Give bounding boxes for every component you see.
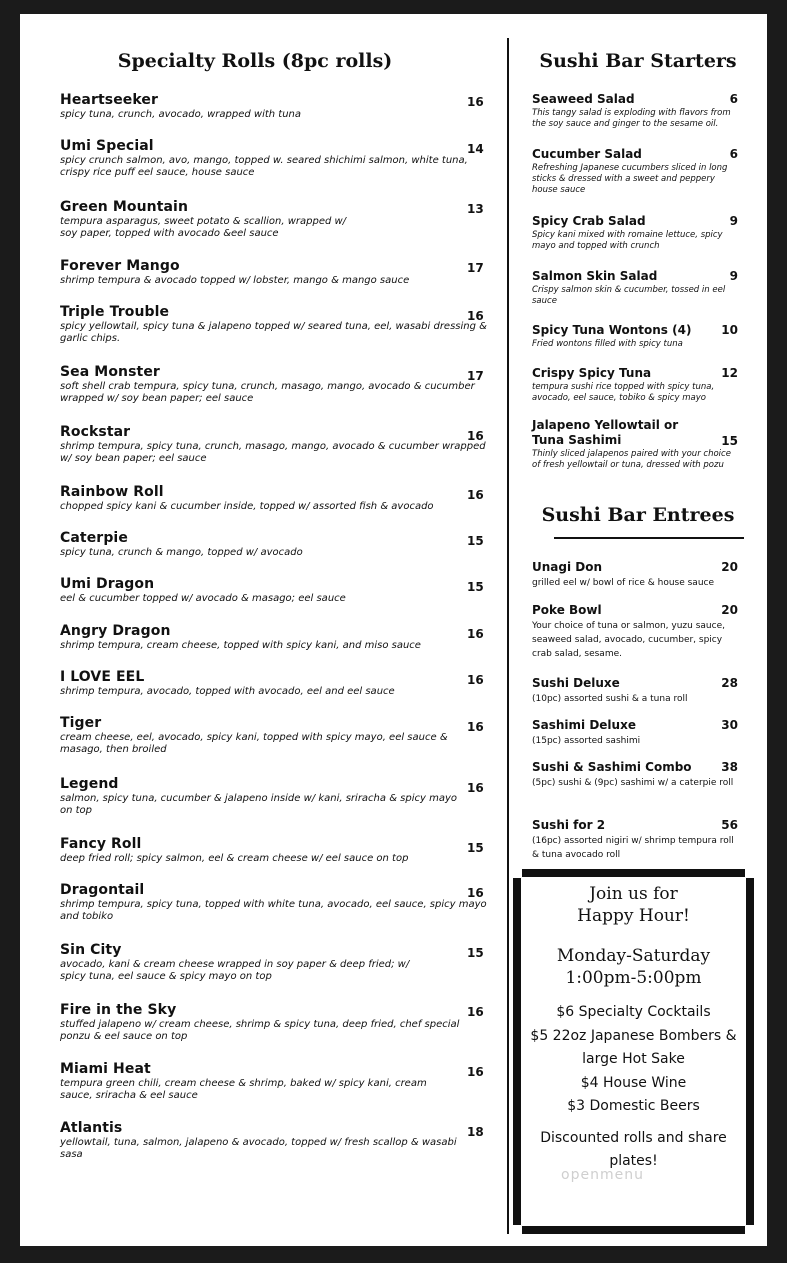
roll-description: tempura green chili, cream cheese & shrimp, baked w/ spicy kani, cream sauce, sriracha & eel sauce: [60, 1078, 427, 1101]
roll-item: [60, 304, 490, 345]
starter-price: 9: [729, 214, 738, 228]
entree-item: [532, 818, 738, 862]
roll-price: 15: [467, 841, 484, 855]
frame-corner: [513, 1225, 522, 1234]
roll-price: 15: [467, 946, 484, 960]
entrees-underline: [554, 537, 744, 539]
frame-corner: [745, 869, 754, 878]
roll-item: [60, 484, 490, 513]
starter-description: Spicy kani mixed with romaine lettuce, spicy mayo and topped with crunch: [532, 230, 723, 251]
entree-description: (16pc) assorted nigiri w/ shrimp tempura roll & tuna avocado roll: [532, 836, 734, 860]
roll-name: Fancy Roll: [60, 836, 142, 852]
happy-hour-title: [521, 883, 746, 927]
starter-name: Crispy Spicy Tuna: [532, 366, 652, 380]
roll-item: [60, 530, 490, 559]
roll-name: Sea Monster: [60, 364, 160, 380]
starter-item: [532, 92, 738, 130]
starter-item: [532, 269, 738, 307]
roll-name: I LOVE EEL: [60, 669, 145, 685]
entree-price: 30: [721, 718, 738, 732]
starter-price: 9: [729, 269, 738, 283]
roll-price: 18: [467, 1125, 484, 1139]
entree-description: (5pc) sushi & (9pc) sashimi w/ a caterpie roll: [532, 778, 734, 788]
starter-name: Seaweed Salad: [532, 92, 635, 106]
roll-item: [60, 669, 490, 698]
frame-corner: [745, 1225, 754, 1234]
roll-price: 16: [467, 429, 484, 443]
roll-description: spicy crunch salmon, avo, mango, topped w. seared shichimi salmon, white tuna, crispy rice puff eel sauce, house sauce: [60, 155, 468, 178]
starter-name: Spicy Crab Salad: [532, 214, 646, 228]
entree-description: (15pc) assorted sashimi: [532, 736, 641, 746]
roll-price: 15: [467, 580, 484, 594]
roll-description: stuffed jalapeno w/ cream cheese, shrimp & spicy tuna, deep fried, chef special ponzu & eel sauce on top: [60, 1019, 460, 1042]
roll-item: [60, 576, 490, 605]
starters-heading: Sushi Bar Starters: [539, 50, 737, 72]
roll-item: [60, 836, 490, 865]
roll-price: 16: [467, 627, 484, 641]
deal-item: Discounted rolls and share plates!: [540, 1129, 727, 1169]
roll-description: spicy yellowtail, spicy tuna & jalapeno topped w/ seared tuna, eel, wasabi dressing & garlic chips.: [60, 321, 487, 344]
roll-description: shrimp tempura, avocado, topped with avocado, eel and eel sauce: [60, 686, 395, 697]
entree-name: Sushi Deluxe: [532, 676, 620, 690]
happy-hour-days: Monday-Saturday: [556, 946, 711, 966]
roll-description: avocado, kani & cream cheese wrapped in soy paper & deep fried; w/ spicy tuna, eel sauce & spicy mayo on top: [60, 959, 410, 982]
deal-item: $4 House Wine: [580, 1074, 687, 1091]
entree-item: [532, 603, 738, 661]
column-divider: [507, 38, 509, 1234]
starter-price: 10: [721, 323, 738, 337]
roll-price: 16: [467, 720, 484, 734]
roll-description: spicy tuna, crunch, avocado, wrapped with tuna: [60, 109, 302, 120]
starter-price: 6: [729, 92, 738, 106]
starter-name: Spicy Tuna Wontons (4): [532, 323, 692, 337]
roll-price: 16: [467, 886, 484, 900]
roll-name: Umi Dragon: [60, 576, 155, 592]
roll-description: spicy tuna, crunch & mango, topped w/ avocado: [60, 547, 303, 558]
roll-name: Triple Trouble: [60, 304, 170, 320]
roll-item: [60, 882, 490, 923]
starter-description: Fried wontons filled with spicy tuna: [532, 339, 683, 349]
entree-price: 28: [721, 676, 738, 690]
entree-description: Your choice of tuna or salmon, yuzu sauce, seaweed salad, avocado, cucumber, spicy crab salad, sesame.: [532, 621, 725, 659]
roll-name: Fire in the Sky: [60, 1002, 177, 1018]
roll-description: yellowtail, tuna, salmon, jalapeno & avocado, topped w/ fresh scallop & wasabi sasa: [60, 1137, 457, 1160]
roll-description: eel & cucumber topped w/ avocado & masago; eel sauce: [60, 593, 346, 604]
happy-hour-box: [513, 869, 754, 1234]
menu-page: [20, 14, 767, 1246]
roll-price: 16: [467, 488, 484, 502]
roll-item: [60, 1120, 490, 1161]
roll-price: 15: [467, 534, 484, 548]
starter-price: 15: [721, 434, 738, 448]
entree-price: 38: [721, 760, 738, 774]
starter-name: Jalapeno Yellowtail or Tuna Sashimi: [532, 418, 679, 447]
happy-hour-title-line: Join us for: [589, 884, 678, 904]
roll-price: 13: [467, 202, 484, 216]
roll-price: 14: [467, 142, 484, 156]
roll-price: 17: [467, 369, 484, 383]
starter-description: This tangy salad is exploding with flavors from the soy sauce and ginger to the sesame oil.: [532, 108, 731, 129]
roll-description: shrimp tempura & avocado topped w/ lobster, mango & mango sauce: [60, 275, 410, 286]
deal-item: $6 Specialty Cocktails: [556, 1004, 711, 1020]
roll-name: Tiger: [60, 715, 102, 731]
roll-item: [60, 138, 490, 179]
entree-item: [532, 760, 738, 790]
roll-item: [60, 1002, 490, 1043]
roll-name: Caterpie: [60, 530, 128, 546]
happy-hour-deals: [521, 1001, 746, 1174]
roll-description: tempura asparagus, sweet potato & scallion, wrapped w/ soy paper, topped with avocado &eel sauce: [60, 216, 347, 239]
roll-item: [60, 258, 490, 287]
starter-name: Salmon Skin Salad: [532, 269, 658, 283]
starter-description: Crispy salmon skin & cucumber, tossed in eel sauce: [532, 285, 726, 306]
entrees-heading: Sushi Bar Entrees: [541, 504, 735, 526]
starter-name: Cucumber Salad: [532, 147, 642, 161]
starter-item: [532, 418, 738, 471]
roll-price: 16: [467, 95, 484, 109]
entree-name: Poke Bowl: [532, 603, 602, 617]
roll-item: [60, 942, 490, 983]
roll-name: Umi Special: [60, 138, 154, 154]
happy-hour-schedule: [521, 945, 746, 989]
roll-name: Green Mountain: [60, 199, 189, 215]
starter-description: Refreshing Japanese cucumbers sliced in long sticks & dressed with a sweet and peppery house sauce: [532, 163, 728, 195]
roll-name: Sin City: [60, 942, 122, 958]
roll-description: cream cheese, eel, avocado, spicy kani, topped with spicy mayo, eel sauce & masago, then broiled: [60, 732, 448, 755]
entree-price: 20: [721, 603, 738, 617]
roll-item: [60, 424, 490, 465]
roll-item: [60, 623, 490, 652]
roll-description: shrimp tempura, spicy tuna, topped with white tuna, avocado, eel sauce, spicy mayo and tobiko: [60, 899, 487, 922]
roll-name: Dragontail: [60, 882, 145, 898]
roll-description: deep fried roll; spicy salmon, eel & cream cheese w/ eel sauce on top: [60, 853, 409, 864]
happy-hour-hours: 1:00pm-5:00pm: [565, 968, 702, 988]
happy-hour-content: [521, 877, 746, 1226]
entree-name: Sushi & Sashimi Combo: [532, 760, 692, 774]
roll-price: 16: [467, 781, 484, 795]
roll-name: Miami Heat: [60, 1061, 151, 1077]
roll-name: Heartseeker: [60, 92, 159, 108]
starter-item: [532, 214, 738, 252]
roll-description: shrimp tempura, cream cheese, topped with spicy kani, and miso sauce: [60, 640, 421, 651]
roll-name: Rockstar: [60, 424, 131, 440]
starter-item: [532, 147, 738, 196]
roll-name: Atlantis: [60, 1120, 123, 1136]
roll-description: soft shell crab tempura, spicy tuna, crunch, masago, mango, avocado & cucumber wrapped w/ soy bean paper; eel sauce: [60, 381, 475, 404]
entree-name: Sashimi Deluxe: [532, 718, 636, 732]
roll-price: 16: [467, 309, 484, 323]
roll-name: Forever Mango: [60, 258, 180, 274]
entree-description: (10pc) assorted sushi & a tuna roll: [532, 694, 688, 704]
roll-item: [60, 715, 490, 756]
entree-item: [532, 676, 738, 706]
starter-price: 12: [721, 366, 738, 380]
entree-item: [532, 560, 738, 590]
deal-item: $5 22oz Japanese Bombers & large Hot Sake: [530, 1027, 737, 1067]
entree-name: Sushi for 2: [532, 818, 606, 832]
starter-item: [532, 323, 738, 350]
roll-price: 16: [467, 673, 484, 687]
roll-name: Angry Dragon: [60, 623, 171, 639]
roll-price: 17: [467, 261, 484, 275]
roll-price: 16: [467, 1065, 484, 1079]
roll-description: salmon, spicy tuna, cucumber & jalapeno inside w/ kani, sriracha & spicy mayo on top: [60, 793, 458, 816]
starter-item: [532, 366, 738, 404]
roll-item: [60, 776, 490, 817]
roll-name: Rainbow Roll: [60, 484, 164, 500]
entree-description: grilled eel w/ bowl of rice & house sauce: [532, 578, 715, 588]
starter-description: Thinly sliced jalapenos paired with your choice of fresh yellowtail or tuna, dressed with pozu: [532, 449, 731, 470]
entree-name: Unagi Don: [532, 560, 603, 574]
starter-price: 6: [729, 147, 738, 161]
roll-item: [60, 1061, 490, 1102]
entree-price: 56: [721, 818, 738, 832]
roll-description: chopped spicy kani & cucumber inside, topped w/ assorted fish & avocado: [60, 501, 434, 512]
entree-item: [532, 718, 738, 748]
specialty-rolls-heading: Specialty Rolls (8pc rolls): [117, 50, 393, 72]
happy-hour-title-line: Happy Hour!: [577, 906, 690, 926]
deal-item: $3 Domestic Beers: [567, 1098, 700, 1114]
roll-description: shrimp tempura, spicy tuna, crunch, masago, mango, avocado & cucumber wrapped w/ soy bean paper; eel sauce: [60, 441, 486, 464]
roll-item: [60, 199, 490, 240]
roll-item: [60, 364, 490, 405]
roll-name: Legend: [60, 776, 119, 792]
roll-price: 16: [467, 1005, 484, 1019]
entree-price: 20: [721, 560, 738, 574]
watermark: openmenu: [561, 1167, 644, 1183]
roll-item: [60, 92, 490, 121]
starter-description: tempura sushi rice topped with spicy tuna, avocado, eel sauce, tobiko & spicy mayo: [532, 382, 715, 403]
